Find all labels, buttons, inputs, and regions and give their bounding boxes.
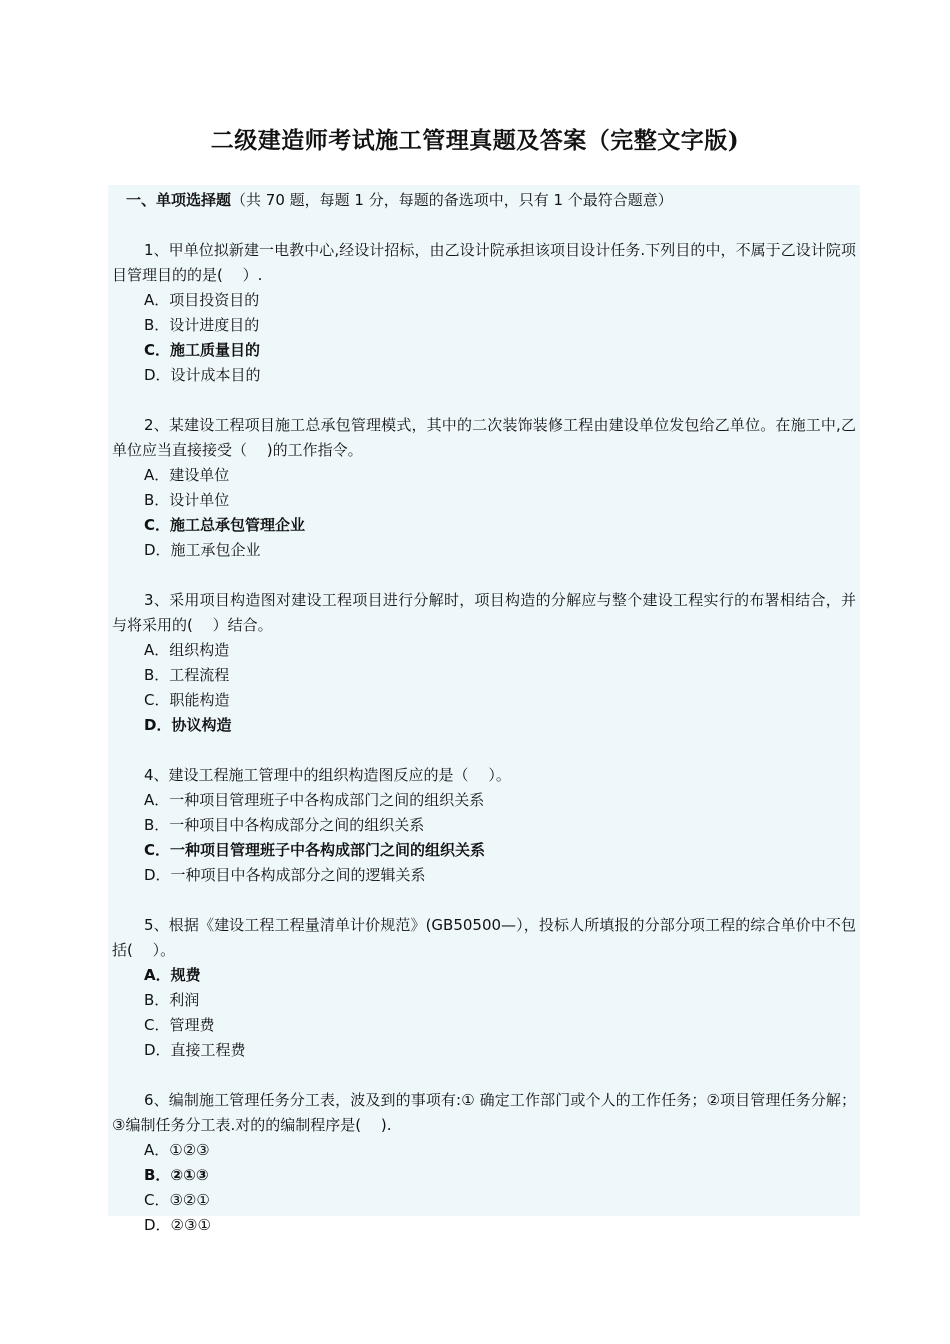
question-2 bbox=[112, 413, 856, 563]
question-4 bbox=[112, 763, 856, 888]
section-heading-note: （共 70 题，每题 1 分，每题的备选项中，只有 1 个最符合题意） bbox=[231, 191, 673, 209]
option-c-answer: C．施工总承包管理企业 bbox=[144, 516, 306, 534]
question-stem: 5、根据《建设工程工程量清单计价规范》(GB50500—），投标人所填报的分部分项工程的综合单价中不包括( ）。 bbox=[112, 916, 856, 959]
option-d: D．设计成本目的 bbox=[144, 366, 261, 384]
option-d: D．一种项目中各构成部分之间的逻辑关系 bbox=[144, 866, 426, 884]
question-stem: 6、编制施工管理任务分工表，波及到的事项有:① 确定工作部门或个人的工作任务；②项目管理任务分解；③编制任务分工表.对的的编制程序是( ). bbox=[112, 1091, 856, 1134]
question-stem: 3、采用项目构造图对建设工程项目进行分解时，项目构造的分解应与整个建设工程实行的布署相结合，并与将采用的( ）结合。 bbox=[112, 591, 856, 634]
option-a: A．一种项目管理班子中各构成部门之间的组织关系 bbox=[144, 791, 485, 809]
question-stem: 2、某建设工程项目施工总承包管理模式，其中的二次装饰装修工程由建设单位发包给乙单位。在施工中,乙单位应当直接接受（ )的工作指令。 bbox=[112, 416, 856, 459]
option-d: D．施工承包企业 bbox=[144, 541, 261, 559]
question-3 bbox=[112, 588, 856, 738]
option-b-answer: B．②①③ bbox=[144, 1166, 209, 1184]
option-c-answer: C．施工质量目的 bbox=[144, 341, 261, 359]
question-5 bbox=[112, 913, 856, 1063]
option-d: D．直接工程费 bbox=[144, 1041, 246, 1059]
option-b: B．一种项目中各构成部分之间的组织关系 bbox=[144, 816, 425, 834]
option-c: C．③②① bbox=[144, 1191, 210, 1209]
option-c: C．管理费 bbox=[144, 1016, 215, 1034]
option-a: A．组织构造 bbox=[144, 641, 230, 659]
question-stem: 1、甲单位拟新建一电教中心,经设计招标，由乙设计院承担该项目设计任务.下列目的中，不属于乙设计院项目管理目的的是( ）. bbox=[112, 241, 856, 284]
option-b: B．工程流程 bbox=[144, 666, 230, 684]
option-d: D．②③① bbox=[144, 1216, 211, 1234]
option-c: C．职能构造 bbox=[144, 691, 230, 709]
option-a: A．建设单位 bbox=[144, 466, 230, 484]
section-heading-label: 一、单项选择题 bbox=[126, 191, 232, 209]
option-d-answer: D．协议构造 bbox=[144, 716, 232, 734]
question-panel bbox=[108, 185, 860, 1234]
option-c-answer: C．一种项目管理班子中各构成部门之间的组织关系 bbox=[144, 841, 486, 859]
question-1 bbox=[112, 238, 856, 388]
question-stem: 4、建设工程施工管理中的组织构造图反应的是（ ）。 bbox=[144, 766, 511, 784]
option-b: B．利润 bbox=[144, 991, 200, 1009]
section-heading bbox=[112, 188, 856, 213]
option-a-answer: A．规费 bbox=[144, 966, 201, 984]
option-a: A．项目投资目的 bbox=[144, 291, 260, 309]
option-a: A．①②③ bbox=[144, 1141, 210, 1159]
document-title: 二级建造师考试施工管理真题及答案（完整文字版) bbox=[210, 127, 740, 154]
question-6 bbox=[112, 1088, 856, 1238]
option-b: B．设计进度目的 bbox=[144, 316, 260, 334]
option-b: B．设计单位 bbox=[144, 491, 230, 509]
